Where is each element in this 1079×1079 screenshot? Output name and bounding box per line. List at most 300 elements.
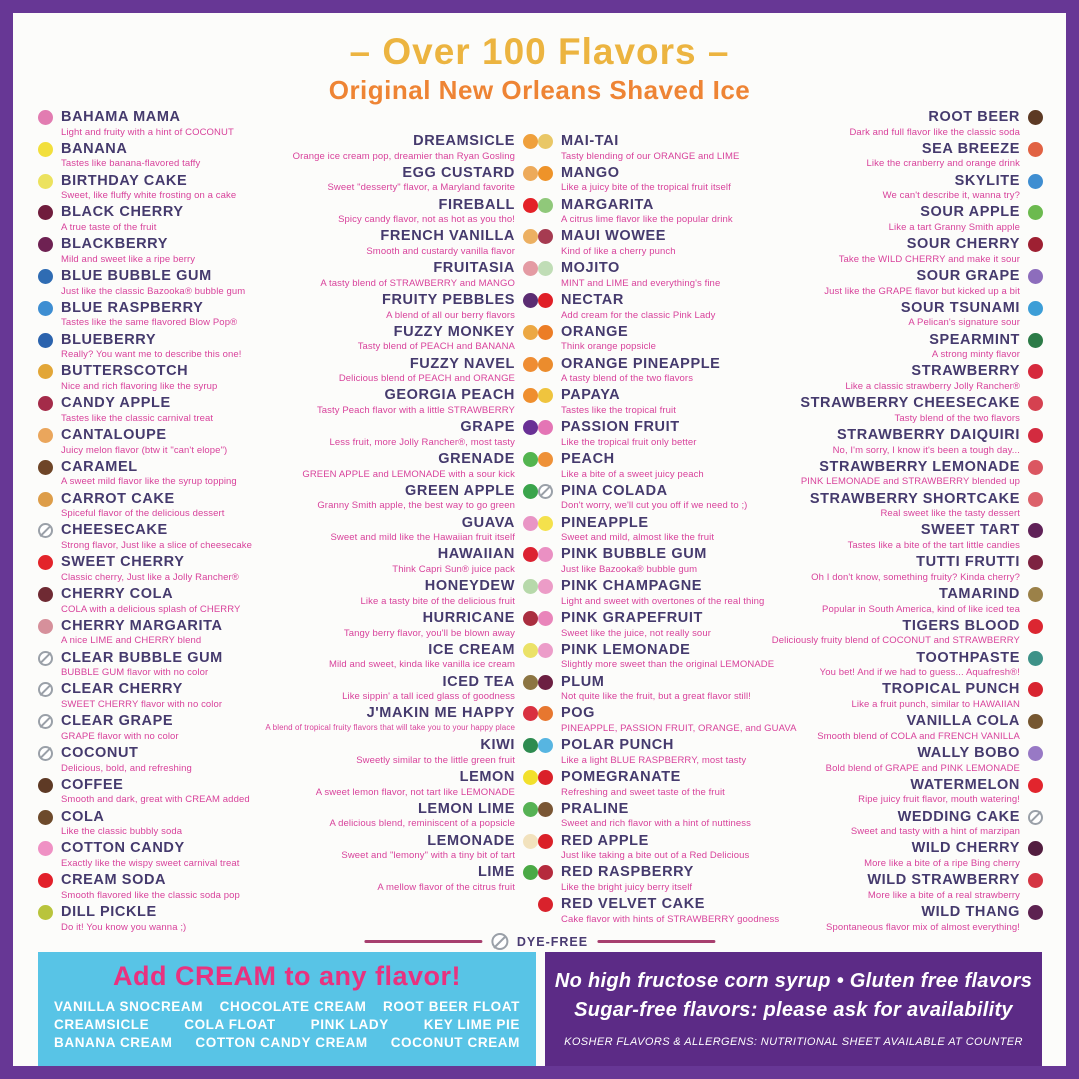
flavor-description: Don't worry, we'll cut you off if we need to ;) [561,500,748,512]
flavor-description: GREEN APPLE and LEMONADE with a sour kick [302,468,515,480]
flavor-text [796,872,1020,901]
flavor-text [286,769,515,798]
add-cream-box [38,952,536,1066]
flavor-name: PAPAYA [561,387,621,404]
flavor-description: PINK LEMONADE and STRAWBERRY blended up [800,476,1020,488]
flavor-item [286,260,538,292]
flavor-description: PINEAPPLE, PASSION FRUIT, ORANGE, and GUAVA [561,723,797,735]
flavor-name: POMEGRANATE [561,768,681,785]
flavor-item [796,236,1043,268]
flavor-description: A sweet mild flavor like the syrup topping [61,476,237,488]
flavor-name: FRUITASIA [433,260,515,277]
cream-option: KEY LIME PIE [423,1017,520,1032]
flavor-item [286,387,538,419]
flavor-text [561,896,796,925]
flavor-item [796,872,1043,904]
flavor-text [796,204,1020,233]
flavor-dot [38,237,53,252]
flavor-dot [523,865,538,880]
flavor-dot [523,834,538,849]
flavor-item [38,236,286,268]
flavor-name: FUZZY NAVEL [409,355,515,372]
flavor-dot [523,420,538,435]
flavor-text [796,554,1020,583]
flavor-description: More like a bite of a ripe Bing cherry [864,858,1020,869]
flavor-name: WILD THANG [921,903,1020,920]
flavor-description: Take the WILD CHERRY and make it sour [838,253,1020,265]
flavor-text [796,713,1020,742]
flavor-name: PINK LEMONADE [561,641,691,658]
flavor-name: DILL PICKLE [61,903,157,920]
flavor-item [38,618,286,650]
flavor-text [561,642,796,671]
flavor-dot [1028,174,1043,189]
cream-options-row [54,999,520,1014]
flavor-name: VANILLA COLA [906,713,1020,730]
flavor-description: Like a light BLUE RASPBERRY, most tasty [561,754,747,766]
flavor-item [538,864,796,896]
flavor-description: Tasty blending of our ORANGE and LIME [561,150,740,162]
header [13,13,1066,103]
flavor-name: TUTTI FRUTTI [916,554,1020,571]
flavor-column-left [38,109,286,936]
flavor-dot [523,357,538,372]
flavor-description: BUBBLE GUM flavor with no color [61,667,209,679]
flavor-dot [523,738,538,753]
flavor-name: RED RASPBERRY [561,864,694,881]
flavor-description: Tastes like the classic carnival treat [61,412,214,424]
flavor-name: ORANGE [561,323,629,340]
flavor-description: Sweet and mild, almost like the fruit [561,532,715,544]
flavor-description: Classic cherry, Just like a Jolly Rancher® [61,571,239,583]
flavor-name: PINK GRAPEFRUIT [561,609,703,626]
flavor-description: Just like Bazooka® bubble gum [561,564,698,576]
flavor-item [538,546,796,578]
flavor-text [561,833,796,862]
flavor-dot [523,229,538,244]
flavor-dot [523,611,538,626]
flavor-name: COFFEE [61,776,124,793]
flavor-description: Like a tasty bite of the delicious fruit [360,595,515,607]
flavor-item [38,141,286,173]
flavor-dot [38,205,53,220]
flavor-description: Exactly like the wispy sweet carnival treat [61,858,240,869]
flavor-description: Tasty Peach flavor with a little STRAWBERRY [316,405,515,417]
flavor-dot [523,802,538,817]
flavor-item [286,451,538,483]
flavor-name: COLA [61,808,105,825]
flavor-name: SWEET CHERRY [61,554,185,571]
flavor-dot [1028,873,1043,888]
flavor-dot [38,174,53,189]
flavor-name: HONEYDEW [424,578,515,595]
flavor-description: Tastes like banana-flavored taffy [61,158,201,170]
flavor-text [561,292,796,321]
flavor-description: Do it! You know you wanna ;) [61,921,187,933]
flavor-item [538,356,796,388]
flavor-description: Granny Smith apple, the best way to go green [317,500,515,512]
flavor-dot [538,357,553,372]
flavor-description: Like the cranberry and orange drink [866,158,1020,170]
flavor-description: A strong minty flavor [931,349,1020,361]
flavor-dot [523,452,538,467]
flavor-text [61,300,286,329]
flavor-item [796,522,1043,554]
flavor-text [796,236,1020,265]
flavor-dot [538,547,553,562]
flavor-dot [38,142,53,157]
flavor-name: FRUITY PEBBLES [381,291,515,308]
flavor-description: Delicious blend of PEACH and ORANGE [338,373,515,385]
flavor-item [286,356,538,388]
flavor-description: Not quite like the fruit, but a great flavor still! [561,691,751,703]
flavor-name: RED APPLE [561,832,649,849]
flavor-name: SOUR TSUNAMI [900,299,1020,316]
flavor-description: Sweet "desserty" flavor, a Maryland favorite [327,182,515,194]
flavor-item [796,109,1043,141]
flavor-item [538,833,796,865]
flavor-item [538,801,796,833]
flavor-dot [1028,237,1043,252]
flavor-name: PINK CHAMPAGNE [561,578,703,595]
flavor-item [38,332,286,364]
flavor-item [38,840,286,872]
flavor-dot [1028,492,1043,507]
flavor-description: Dark and full flavor like the classic soda [849,126,1020,138]
flavor-name: BLUEBERRY [61,331,157,348]
flavor-description: A tasty blend of STRAWBERRY and MANGO [320,277,515,289]
flavor-text [286,324,515,353]
flavor-text [796,109,1020,138]
cream-option: CHOCOLATE CREAM [219,999,367,1014]
flavor-description: Sweet and rich flavor with a hint of nuttiness [561,818,751,830]
flavor-dot [38,396,53,411]
flavor-text [796,173,1020,202]
flavor-name: MOJITO [561,260,620,277]
flavor-text [61,681,286,710]
flavor-description: Mild and sweet like a ripe berry [61,253,196,265]
flavor-item [796,141,1043,173]
flavor-item [286,228,538,260]
flavor-description: Spiceful flavor of the delicious dessert [61,508,225,520]
dye-free-icon [538,484,553,499]
flavor-text [561,451,796,480]
cream-option: ROOT BEER FLOAT [382,999,520,1014]
flavor-dot [523,547,538,562]
flavor-dot [538,643,553,658]
flavor-dot [538,770,553,785]
flavor-description: Tangy berry flavor, you'll be blown away [343,627,515,639]
flavor-dot [38,301,53,316]
flavor-name: SWEET TART [920,522,1020,539]
flavor-description: Think orange popsicle [561,341,657,353]
flavor-text [61,777,286,806]
flavor-description: You bet! And if we had to guess... Aquafresh®! [819,667,1020,679]
flavor-item [286,769,538,801]
flavor-name: CLEAR CHERRY [61,681,183,698]
flavor-item [286,642,538,674]
flavor-name: CLEAR BUBBLE GUM [61,649,223,666]
flavor-description: A blend of all our berry flavors [386,309,515,321]
flavor-name: GEORGIA PEACH [384,387,515,404]
flavor-dot [523,516,538,531]
flavor-text [561,228,796,257]
flavor-item [38,300,286,332]
flavor-name: SOUR APPLE [920,204,1020,221]
flavor-description: Tasty blend of the two flavors [894,412,1020,424]
flavor-item [38,777,286,809]
flavor-name: PEACH [561,450,615,467]
flavor-item [796,809,1043,841]
flavor-description: Sweet and "lemony" with a tiny bit of tart [341,850,515,862]
flavor-item [38,554,286,586]
flavor-name: WILD STRAWBERRY [867,872,1020,889]
flavor-description: Kind of like a cherry punch [561,246,676,258]
flavor-text [561,578,796,607]
flavor-text [286,515,515,544]
flavor-description: Delicious, bold, and refreshing [61,762,192,774]
flavor-description: MINT and LIME and everything's fine [561,277,721,289]
flavor-text [61,268,286,297]
flavor-item [286,674,538,706]
flavor-dot [1028,587,1043,602]
flavor-dot [38,269,53,284]
flavor-item [796,904,1043,936]
flavor-name: TOOTHPASTE [916,649,1020,666]
dye-free-icon [38,714,53,729]
flavor-item [796,554,1043,586]
flavor-dot [523,643,538,658]
flavor-description: Strong flavor, Just like a slice of cheesecake [61,540,252,552]
flavor-item [538,705,796,737]
flavor-item [286,546,538,578]
flavor-name: SKYLITE [954,172,1020,189]
flavor-description: Like a juicy bite of the tropical fruit itself [561,182,731,194]
flavor-name: PLUM [561,673,605,690]
flavor-item [286,578,538,610]
flavor-item [265,705,538,737]
flavor-item [796,363,1043,395]
flavor-description: Spontaneous flavor mix of almost everything! [826,921,1020,933]
flavor-item [538,674,796,706]
flavor-text [61,332,286,361]
flavor-text [286,483,515,512]
flavor-description: Spicy candy flavor, not as hot as you tho! [338,214,515,226]
flavor-name: BANANA [61,140,128,157]
flavor-text [286,610,515,639]
flavor-item [538,324,796,356]
flavor-text [796,332,1020,361]
flavor-text [561,324,796,353]
cream-options-list [54,999,520,1050]
flavor-name: ORANGE PINEAPPLE [561,355,721,372]
flavor-item [286,292,538,324]
flavor-description: A citrus lime flavor like the popular drink [561,214,733,226]
flavor-name: TAMARIND [938,585,1020,602]
flavor-item [538,260,796,292]
flavor-dot [38,587,53,602]
flavor-text [61,204,286,233]
flavor-text [561,260,796,289]
flavor-name: MAUI WOWEE [561,228,667,245]
flavor-item [538,387,796,419]
flavor-dot [538,261,553,276]
flavor-item [538,133,796,165]
flavor-text [796,427,1020,456]
flavor-item [38,395,286,427]
flavor-description: Tasty blend of PEACH and BANANA [357,341,515,353]
cream-option: COLA FLOAT [184,1017,276,1032]
flavor-text [61,586,286,615]
dye-free-icon [38,523,53,538]
flavor-item [286,419,538,451]
flavor-item [286,197,538,229]
flavor-name: CARROT CAKE [61,490,175,507]
flavor-description: Juicy melon flavor (btw it "can't elope") [61,444,228,456]
flavor-name: PINA COLADA [561,482,668,499]
flavor-item [38,491,286,523]
flavor-name: J'MAKIN ME HAPPY [366,705,515,722]
flavor-name: CHERRY COLA [61,585,174,602]
flavor-dot [1028,364,1043,379]
flavor-name: STRAWBERRY LEMONADE [819,458,1020,475]
flavor-name: ROOT BEER [928,109,1020,125]
flavor-description: Smooth blend of COLA and FRENCH VANILLA [817,730,1020,742]
flavor-text [286,419,515,448]
flavor-item [38,586,286,618]
flavor-name: WALLY BOBO [917,744,1020,761]
flavor-dot [538,420,553,435]
flavor-description: GRAPE flavor with no color [61,730,179,742]
flavor-description: A nice LIME and CHERRY blend [61,635,202,647]
flavor-name: KIWI [480,737,515,754]
flavor-dot [538,802,553,817]
flavor-dot [38,841,53,856]
flavor-dot [538,865,553,880]
flavor-name: CREAM SODA [61,872,167,889]
flavor-description: Light and fruity with a hint of COCONUT [61,126,234,138]
flavor-item [796,204,1043,236]
flavor-item [286,737,538,769]
flavor-name: WEDDING CAKE [897,808,1020,825]
flavor-description: Refreshing and sweet taste of the fruit [561,786,725,798]
flavor-dot [1028,523,1043,538]
flavor-description: Sweetly similar to the little green fruit [356,754,515,766]
flavor-name: CHEESECAKE [61,522,168,539]
flavor-description: Really? You want me to describe this one! [61,349,242,361]
flavor-text [561,801,796,830]
flavor-name: BLUE BUBBLE GUM [61,267,212,284]
flavor-description: Mild and sweet, kinda like vanilla ice cream [328,659,515,671]
flavor-description: Orange ice cream pop, dreamier than Ryan Gosling [292,150,515,162]
flavor-text [61,236,286,265]
flavor-item [796,332,1043,364]
flavor-dot [538,738,553,753]
divider-line [597,940,715,943]
flavor-name: FRENCH VANILLA [380,228,515,245]
flavor-dot [38,333,53,348]
flavor-description: Sweet like the juice, not really sour [561,627,711,639]
flavor-text [61,459,286,488]
flavor-name: PINEAPPLE [561,514,649,531]
cream-options-row [54,1017,520,1032]
flavor-description: Oh I don't know, something fruity? Kinda cherry? [811,571,1020,583]
flavor-text [796,650,1020,679]
flavor-item [38,872,286,904]
flavor-item [538,737,796,769]
flavor-description: Add cream for the classic Pink Lady [561,309,716,321]
flavor-item [538,769,796,801]
flavor-text [561,515,796,544]
flavor-description: Like the classic bubbly soda [61,826,183,838]
flavor-description: Light and sweet with overtones of the real thing [561,595,765,607]
flavor-description: Like a tart Granny Smith apple [888,222,1020,234]
flavor-dot [1028,651,1043,666]
flavor-name: GRENADE [438,450,515,467]
flavor-text [61,650,286,679]
flavor-dot [1028,746,1043,761]
flavor-name: PINK BUBBLE GUM [561,546,707,563]
flavor-dot [38,110,53,125]
flavor-text [796,809,1020,838]
flavor-item [38,522,286,554]
page-subtitle: Original New Orleans Shaved Ice [328,75,751,105]
flavor-item [286,165,538,197]
flavor-text [561,864,796,893]
cream-option: COTTON CANDY CREAM [195,1035,368,1050]
flavor-dot [538,452,553,467]
flavor-item [38,204,286,236]
flavor-description: Like the tropical fruit only better [561,436,697,448]
flavor-description: Real sweet like the tasty dessert [880,508,1020,520]
flavor-dot [523,706,538,721]
flavor-description: Tastes like a bite of the tart little candies [847,540,1020,552]
flavor-text [286,546,515,575]
flavor-column-mid-right [538,133,796,936]
flavor-description: A tasty blend of the two flavors [561,373,694,385]
flavor-name: CLEAR GRAPE [61,713,174,730]
flavor-dot [523,579,538,594]
dye-free-icon [38,746,53,761]
flavor-name: COCONUT [61,744,139,761]
flavor-item [796,300,1043,332]
flavor-description: Ripe juicy fruit flavor, mouth watering! [858,794,1020,806]
flavor-description: Like a bite of a sweet juicy peach [561,468,704,480]
flavor-item [796,681,1043,713]
flavor-item [38,681,286,713]
flavor-name: LEMONADE [427,832,515,849]
flavor-item [796,745,1043,777]
flavor-text [61,872,286,901]
flavor-name: GRAPE [460,419,515,436]
flavor-text [286,197,515,226]
flavor-text [796,840,1020,869]
flavor-description: Tastes like the same flavored Blow Pop® [61,317,238,329]
flavor-dot [38,555,53,570]
flavor-name: GREEN APPLE [405,482,515,499]
flavor-item [538,451,796,483]
flavor-description: A blend of tropical fruity flavors that will take you to your happy place [265,723,515,733]
flavor-text [796,459,1020,488]
flavor-description: Smooth and custardy vanilla flavor [366,246,515,258]
flavor-dot [38,873,53,888]
flavor-description: COLA with a delicious splash of CHERRY [61,603,241,615]
flavor-description: We can't describe it, wanna try? [882,190,1020,202]
flavor-dot [538,834,553,849]
flavor-text [61,427,286,456]
flavor-item [796,491,1043,523]
flavor-dot [38,364,53,379]
